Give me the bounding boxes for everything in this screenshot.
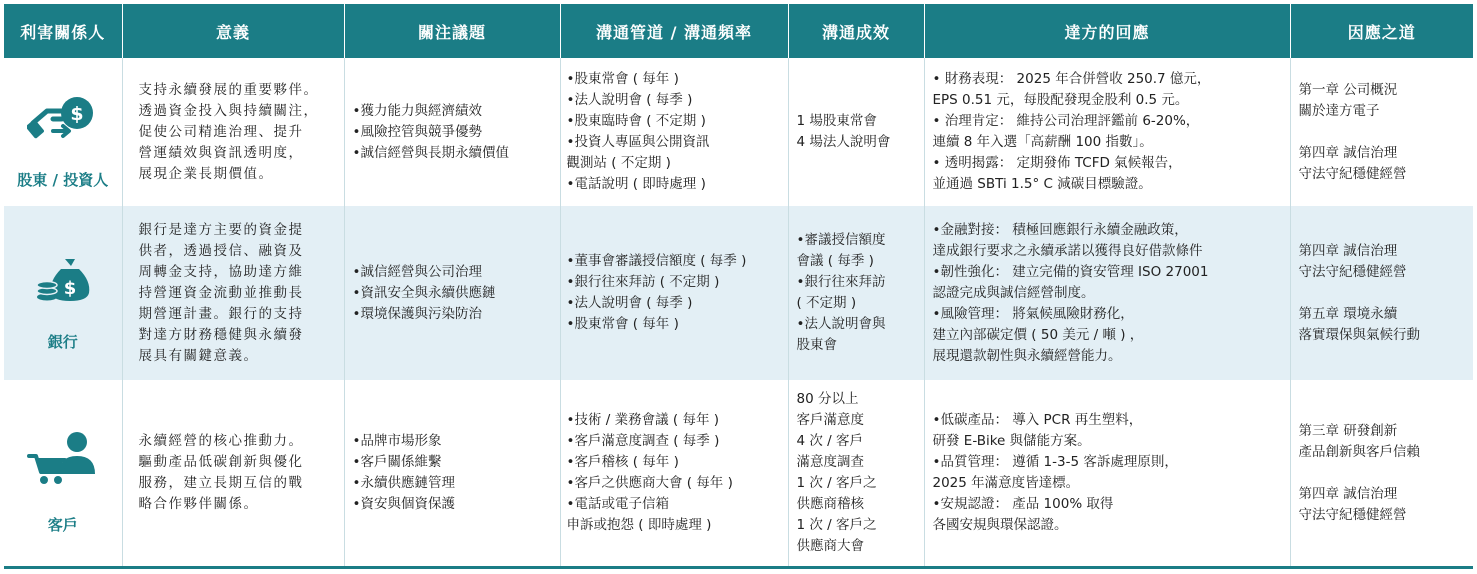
stakeholder-label: 客戶 — [47, 516, 78, 534]
table-row-investors — [4, 58, 1473, 206]
table-row-customers — [4, 380, 1473, 568]
header-approach: 因應之道 — [1290, 4, 1473, 58]
response-cell: • 財務表現： 2025 年合併營收 250.7 億元， EPS 0.51 元，每股配發現金股利 0.5 元。 • 治理肯定： 維持公司治理評鑑前 6-20%， 連續 8 年入選「高薪酬 100 指數」。 • 透明揭露： 定期發佈 TCFD 氣候報告， 並通過 SBTi 1.5° C 減碳目標驗證。 — [924, 58, 1290, 206]
stakeholder-cell — [4, 58, 122, 206]
meaning-cell: 支持永續發展的重要夥伴。 透過資金投入與持續關注， 促使公司精進治理、提升 營運績效與資訊透明度， 展現企業長期價值。 — [122, 58, 344, 206]
header-results: 溝通成效 — [788, 4, 924, 58]
meaning-cell: 銀行是達方主要的資金提 供者，透過授信、融資及 周轉金支持，協助達方維 持營運資金流動並推動長 期營運計畫。銀行的支持 對達方財務穩健與永續發 展具有關鍵意義。 — [122, 206, 344, 380]
channels-cell: •董事會審議授信額度 ( 每季 ) •銀行往來拜訪 ( 不定期 ) •法人說明會 ( 每季 ) •股東常會 ( 每年 ) — [560, 206, 788, 380]
header-stakeholder: 利害關係人 — [4, 4, 122, 58]
bank-money-bag-icon — [35, 253, 91, 305]
svg-text:$: $ — [70, 103, 84, 125]
stakeholder-label: 銀行 — [47, 333, 78, 351]
topics-cell: •誠信經營與公司治理 •資訊安全與永續供應鏈 •環境保護與污染防治 — [344, 206, 560, 380]
header-response: 達方的回應 — [924, 4, 1290, 58]
header-topics: 關注議題 — [344, 4, 560, 58]
stakeholder-communication-table — [4, 4, 1473, 569]
meaning-cell: 永續經營的核心推動力。 驅動產品低碳創新與優化 服務，建立長期互信的戰 略合作夥伴關係。 — [122, 380, 344, 568]
topics-cell: •品牌市場形象 •客戶關係維繫 •永續供應鏈管理 •資安與個資保護 — [344, 380, 560, 568]
header-channels: 溝通管道 / 溝通頻率 — [560, 4, 788, 58]
approach-cell: 第三章 研發創新 產品創新與客戶信賴 第四章 誠信治理 守法守紀穩健經營 — [1290, 380, 1473, 568]
results-cell: 1 場股東常會 4 場法人說明會 — [788, 58, 924, 206]
channels-cell: •股東常會 ( 每年 ) •法人說明會 ( 每季 ) •股東臨時會 ( 不定期 ) •投資人專區與公開資訊 觀測站 ( 不定期 ) •電話說明 ( 即時處理 ) — [560, 58, 788, 206]
approach-cell: 第一章 公司概況 關於達方電子 第四章 誠信治理 守法守紀穩健經營 — [1290, 58, 1473, 206]
response-cell: •低碳產品： 導入 PCR 再生塑料， 研發 E-Bike 與儲能方案。 •品質管理： 遵循 1-3-5 客訴處理原則， 2025 年滿意度皆達標。 •安規認證： 產品 100% 取得 各國安規與環保認證。 — [924, 380, 1290, 568]
results-cell: •審議授信額度 會議 ( 每季 ) •銀行往來拜訪 ( 不定期 ) •法人說明會與 股東會 — [788, 206, 924, 380]
topics-cell: •獲力能力與經濟績效 •風險控管與競爭優勢 •誠信經營與長期永續價值 — [344, 58, 560, 206]
channels-cell: •技術 / 業務會議 ( 每年 ) •客戶滿意度調查 ( 每季 ) •客戶稽核 ( 每年 ) •客戶之供應商大會 ( 每年 ) •電話或電子信箱 申訴或抱怨 ( 即時處理 ) — [560, 380, 788, 568]
investor-dollar-hand-icon — [27, 93, 99, 143]
customer-cart-icon — [27, 430, 99, 488]
stakeholder-cell — [4, 206, 122, 380]
stakeholder-cell — [4, 380, 122, 568]
stakeholder-label: 股東 / 投資人 — [17, 171, 109, 189]
table-header-row — [4, 4, 1473, 58]
approach-cell: 第四章 誠信治理 守法守紀穩健經營 第五章 環境永續 落實環保與氣候行動 — [1290, 206, 1473, 380]
svg-text:$: $ — [63, 278, 77, 299]
response-cell: •金融對接： 積極回應銀行永續金融政策， 達成銀行要求之永續承諾以獲得良好借款條件 •韌性強化： 建立完備的資安管理 ISO 27001 認證完成與誠信經營制度。 •風險管理： 將氣候風險財務化， 建立內部碳定價 ( 50 美元 / 噸 ) ， 展現還款韌性與永續經營能力。 — [924, 206, 1290, 380]
results-cell: 80 分以上 客戶滿意度 4 次 / 客戶 滿意度調查 1 次 / 客戶之 供應商稽核 1 次 / 客戶之 供應商大會 — [788, 380, 924, 568]
header-meaning: 意義 — [122, 4, 344, 58]
table-row-banks — [4, 206, 1473, 380]
